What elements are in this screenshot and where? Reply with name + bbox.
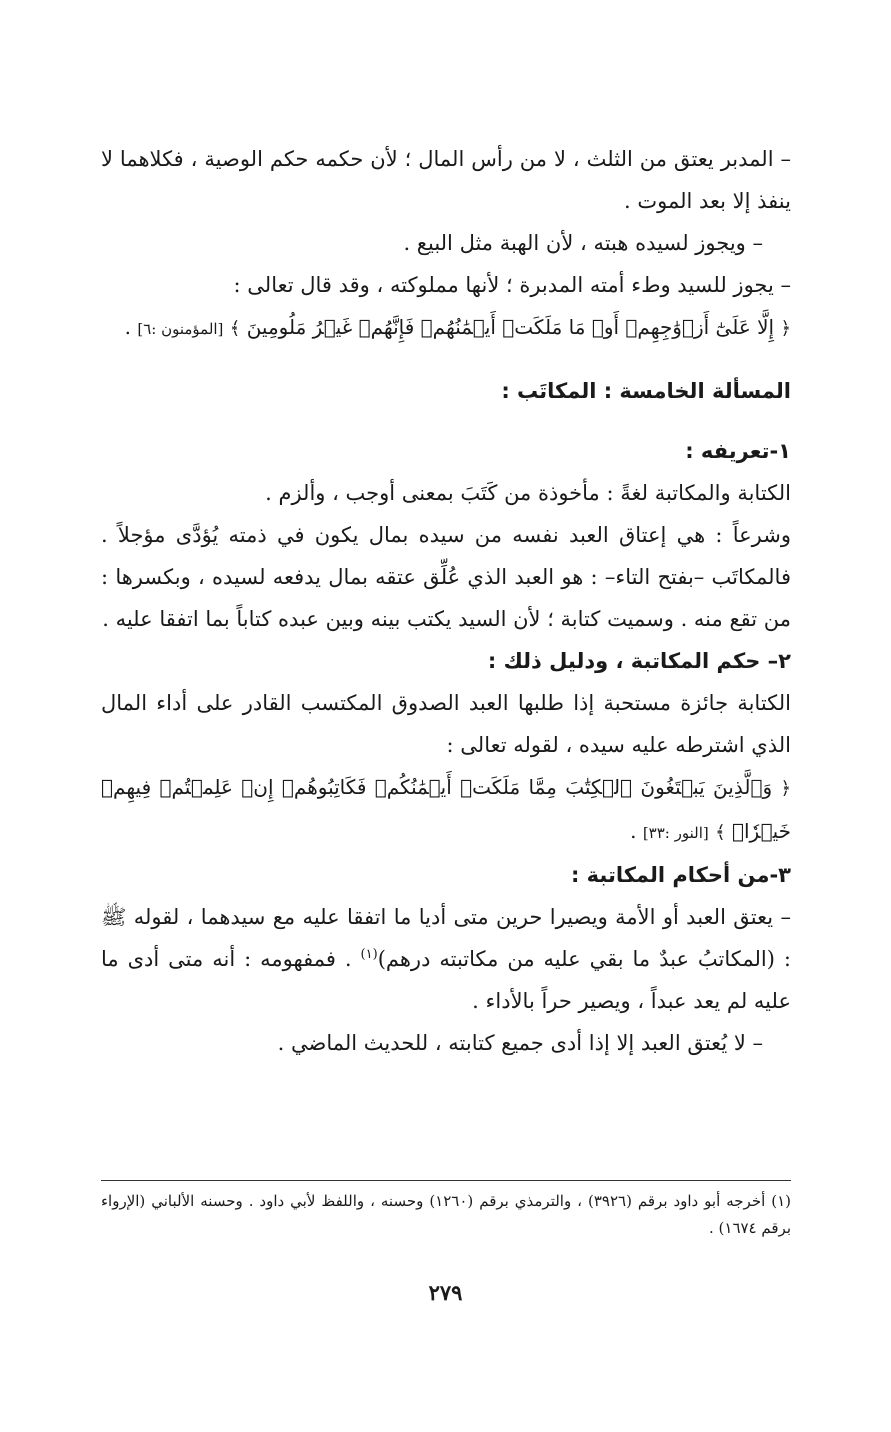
paragraph-gift: – ويجوز لسيده هبته ، لأن الهبة مثل البيع . [403,231,763,255]
main-text [101,138,791,1064]
ornate-bracket-close: ﴾ [229,318,241,339]
quran-verse-nur [101,766,791,854]
paragraph-ruling: الكتابة جائزة مستحبة إذا طلبها العبد الصدوق المكتسب القادر على أداء المال الذي اشترطه عليه سيده ، لقوله تعالى : [101,691,791,757]
paragraph-legal-definition: وشرعاً : هي إعتاق العبد نفسه من سيده بمال يكون في ذمته يُؤدَّى مؤجلاً . فالمكاتَب –بفتح التاء– : هو العبد الذي عُلِّق عتقه بمال يدفعه لسيده ، وبكسرها : من تقع منه . وسميت كتابة ؛ لأن السيد يكتب بينه وبين عبده كتاباً بما اتفقا عليه . [101,523,791,631]
footnote-1: (١) أخرجه أبو داود برقم (٣٩٢٦) ، والترمذي برقم (١٢٦٠) وحسنه ، واللفظ لأبي داود . وحسنه الألباني (الإرواء برقم ١٦٧٤) . [101,1192,792,1237]
paragraph-intercourse: – يجوز للسيد وطء أمته المدبرة ؛ لأنها مملوكته ، وقد قال تعالى : [233,273,791,297]
footnotes [101,1188,791,1242]
footnote-divider [101,1180,791,1181]
quran-text: إِلَّا عَلَىٰٓ أَزۡوَٰجِهِمۡ أَوۡ مَا مَلَكَتۡ أَيۡمَٰنُهُمۡ فَإِنَّهُمۡ غَيۡرُ مَلُومِينَ [246,315,775,339]
verse-reference: [المؤمنون :٦] [137,320,224,338]
verse-end-period: . [630,819,637,843]
paragraph-full-payment: – لا يُعتق العبد إلا إذا أدى جميع كتابته ، للحديث الماضي . [277,1031,763,1055]
subheading-ruling: ٢– حكم المكاتبة ، ودليل ذلك : [487,649,791,673]
verse-reference: [النور :٣٣] [642,824,709,842]
subheading-definition: ١-تعريفه : [685,439,791,463]
paragraph-mudabbar-freed: – المدبر يعتق من الثلث ، لا من رأس المال ؛ لأن حكمه حكم الوصية ، فكلاهما لا ينفذ إلا بعد الموت . [101,147,791,213]
ornate-bracket-open: ﴿ [780,778,792,799]
footnote-marker[interactable]: (١) [360,947,378,962]
hadith-explanation: . فمفهومه : أنه متى أدى ما عليه لم يعد عبداً ، ويصير حراً بالأداء . [101,947,791,1013]
ornate-bracket-close: ﴾ [715,822,726,843]
page-number: ٢٧٩ [428,1280,463,1305]
verse-end-period: . [124,315,131,339]
section-heading-mukatab: المسألة الخامسة : المكاتَب : [501,379,791,403]
subheading-rulings: ٣-من أحكام المكاتبة : [570,863,791,887]
paragraph-linguistic-definition: الكتابة والمكاتبة لغةً : مأخوذة من كَتَبَ بمعنى أوجب ، وألزم . [265,481,791,505]
paragraph-freed-on-payment [101,896,791,1022]
ornate-bracket-open: ﴿ [780,318,791,339]
quran-verse-muminun [101,306,791,350]
quran-text: وَٱلَّذِينَ يَبۡتَغُونَ ٱلۡكِتَٰبَ مِمَّا مَلَكَتۡ أَيۡمَٰنُكُمۡ فَكَاتِبُوهُمۡ إِنۡ عَلِمۡتُمۡ فِيهِمۡ خَيۡرٗاۖ [101,775,791,843]
hadith-text: – يعتق العبد أو الأمة ويصيرا حرين متى أديا ما اتفقا عليه مع سيدهما ، لقوله ﷺ : (المكاتبُ عبدٌ ما بقي عليه من مكاتبته درهم) [101,905,791,971]
